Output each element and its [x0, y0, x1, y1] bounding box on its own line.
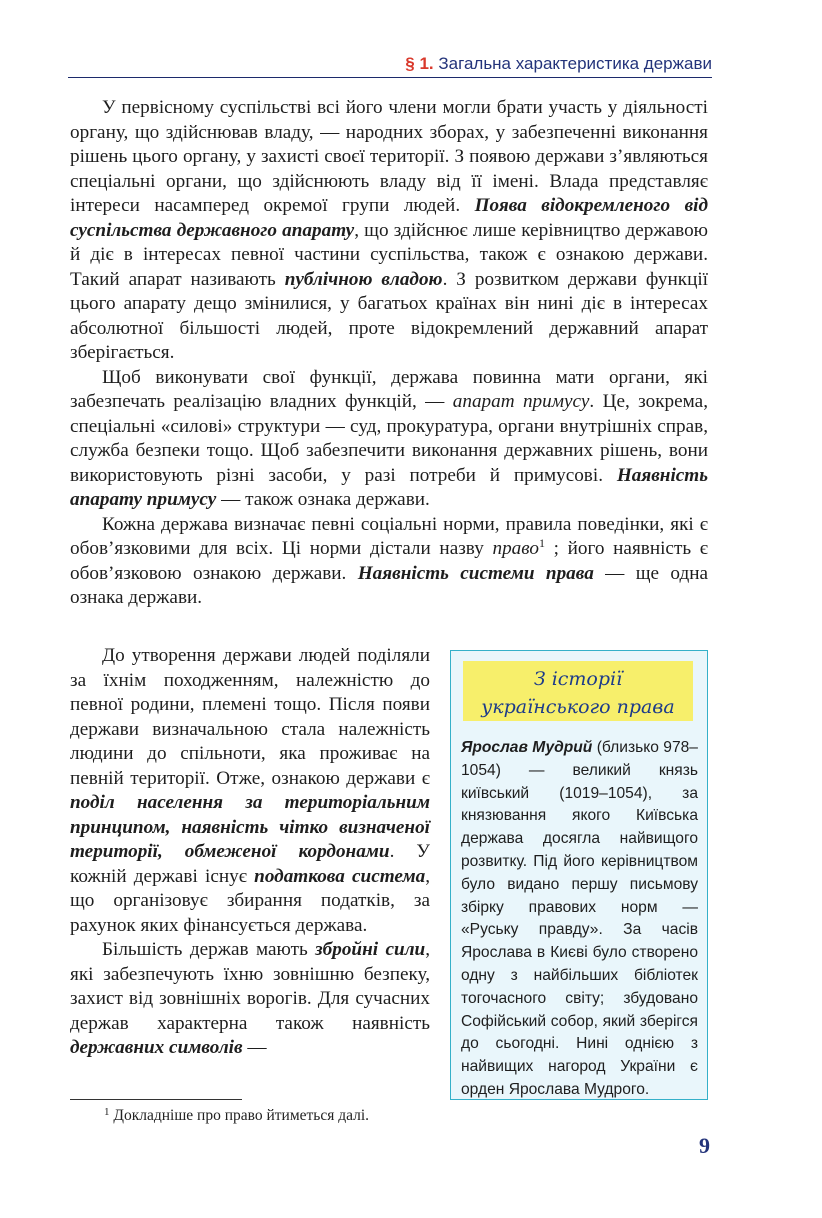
text-run: До утворення держави людей поділяли за їхнім походженням, належністю до певної родини, племені тощо. Після появи держави визначальною стала належність людини до спільноти, яка проживає на певній території. Отже, ознакою держави є	[70, 645, 430, 789]
history-sidebar-box	[450, 650, 708, 1100]
text-run: — ще одна ознака держави.	[70, 562, 708, 608]
paragraph-coercion-apparatus	[70, 366, 708, 513]
sidebar-title	[463, 661, 693, 721]
text-run: Щоб виконувати свої функції, держава повинна мати органи, які забезпечать реалізацію владних функцій, —	[70, 366, 708, 412]
footnote-mark: 1	[104, 1106, 110, 1118]
section-title: Загальна характеристика держави	[438, 54, 712, 73]
paragraph-territory	[70, 644, 430, 938]
term-coercion-apparatus: апарат примусу	[452, 391, 590, 412]
text-run: Кожна держава визначає певні соціальні норми, правила поведінки, які є обов’язковими для всіх. Ці норми дістали назву	[70, 513, 708, 559]
running-header	[68, 52, 712, 76]
key-term-system-of-law: Наявність системи права	[357, 562, 594, 584]
header-rule	[68, 77, 712, 78]
text-run: , які забезпечують їхню зовнішню безпеку, захист від зовнішніх ворогів. Для сучасних держав характерна також наявність	[70, 939, 431, 1034]
text-run: , що здійснює лише керівництво державою й діє в інтересах певної частини суспільства, також є ознакою держави. Такий апарат називають	[70, 219, 708, 290]
text-run: Більшість держав мають	[102, 939, 316, 960]
section-number: § 1.	[405, 54, 434, 73]
footnote-text: Докладніше про право йтиметься далі.	[109, 1107, 370, 1124]
text-run: . У кожній державі існує	[70, 841, 430, 887]
page-number: 9	[699, 1133, 710, 1158]
text-run: У первісному суспільстві всі його члени могли брати участь у діяльності органу, що здійснював владу, — народних зборах, у забезпеченні виконання рішень цього органу, у захисті своєї території. З появою держави з’являються спеціальні органи, що здійснюють владу від її імені. Влада представляє інтереси насамперед окремої групи людей.	[70, 97, 708, 216]
key-term-tax-system: податкова система	[254, 865, 426, 887]
footnote-reference[interactable]: 1	[538, 536, 545, 550]
footnote-rule	[70, 1099, 242, 1100]
text-run: ; його наявність є обов’язковою ознакою держави.	[70, 538, 708, 584]
main-text-column	[70, 644, 430, 1061]
footnote	[104, 1106, 369, 1126]
sidebar-title-line: З історії	[533, 668, 623, 690]
key-term-public-authority: публічною владою	[284, 268, 443, 290]
key-term-state-symbols: державних символів	[70, 1037, 243, 1058]
term-law: право	[492, 538, 539, 559]
key-term-territorial-division: поділ населення за територіальним принципом, наявність чітко визначеної території, обмеженої кордонами	[70, 792, 430, 862]
sidebar-title-line: українського права	[481, 696, 675, 718]
text-run: . Це, зокрема, спеціальні «силові» структури — суд, прокуратура, органи внутрішніх справ, служба безпеки тощо. Щоб забезпечити виконання державних рішень, вони використовують різні засоби, у разі потреби й примусові.	[70, 391, 708, 486]
text-run: — також ознака держави.	[216, 489, 430, 510]
text-run: . З розвитком держави функції цього апарату дещо змінилися, у багатьох країнах він нині діє в інтересах абсолютної більшості людей, проте відокремлений державний апарат зберігається.	[70, 268, 709, 363]
text-run: , що організовує збирання податків, за рахунок яких фінансується держава.	[70, 865, 430, 936]
key-term-state-apparatus: Поява відокремленого від суспільства державного апарату	[70, 195, 708, 241]
paragraph-armed-forces	[70, 938, 430, 1061]
paragraph-system-of-law	[70, 513, 708, 611]
sidebar-body	[461, 737, 698, 1102]
text-run: —	[242, 1037, 267, 1058]
paragraph-public-authority	[70, 96, 708, 366]
main-text-full-width	[70, 96, 708, 611]
sidebar-text: (близько 978–1054) — великий князь київський (1019–1054), за князювання якого Київська держава досягла найвищого розвитку. Під його керівництвом було видано першу письмову збірку правових норм — «Руську правду». За часів Ярослава в Києві було створено одну з найбільших бібліотек тогочасного світу; збудовано Софійський собор, який зберігся до сьогодні. Нині однією з найвищих нагород України є орден Ярослава Мудрого.	[461, 739, 698, 1098]
key-term-armed-forces: збройні сили	[315, 939, 426, 960]
sidebar-person-name: Ярослав Мудрий	[461, 739, 593, 756]
key-term-coercion: Наявність апарату примусу	[70, 464, 708, 510]
